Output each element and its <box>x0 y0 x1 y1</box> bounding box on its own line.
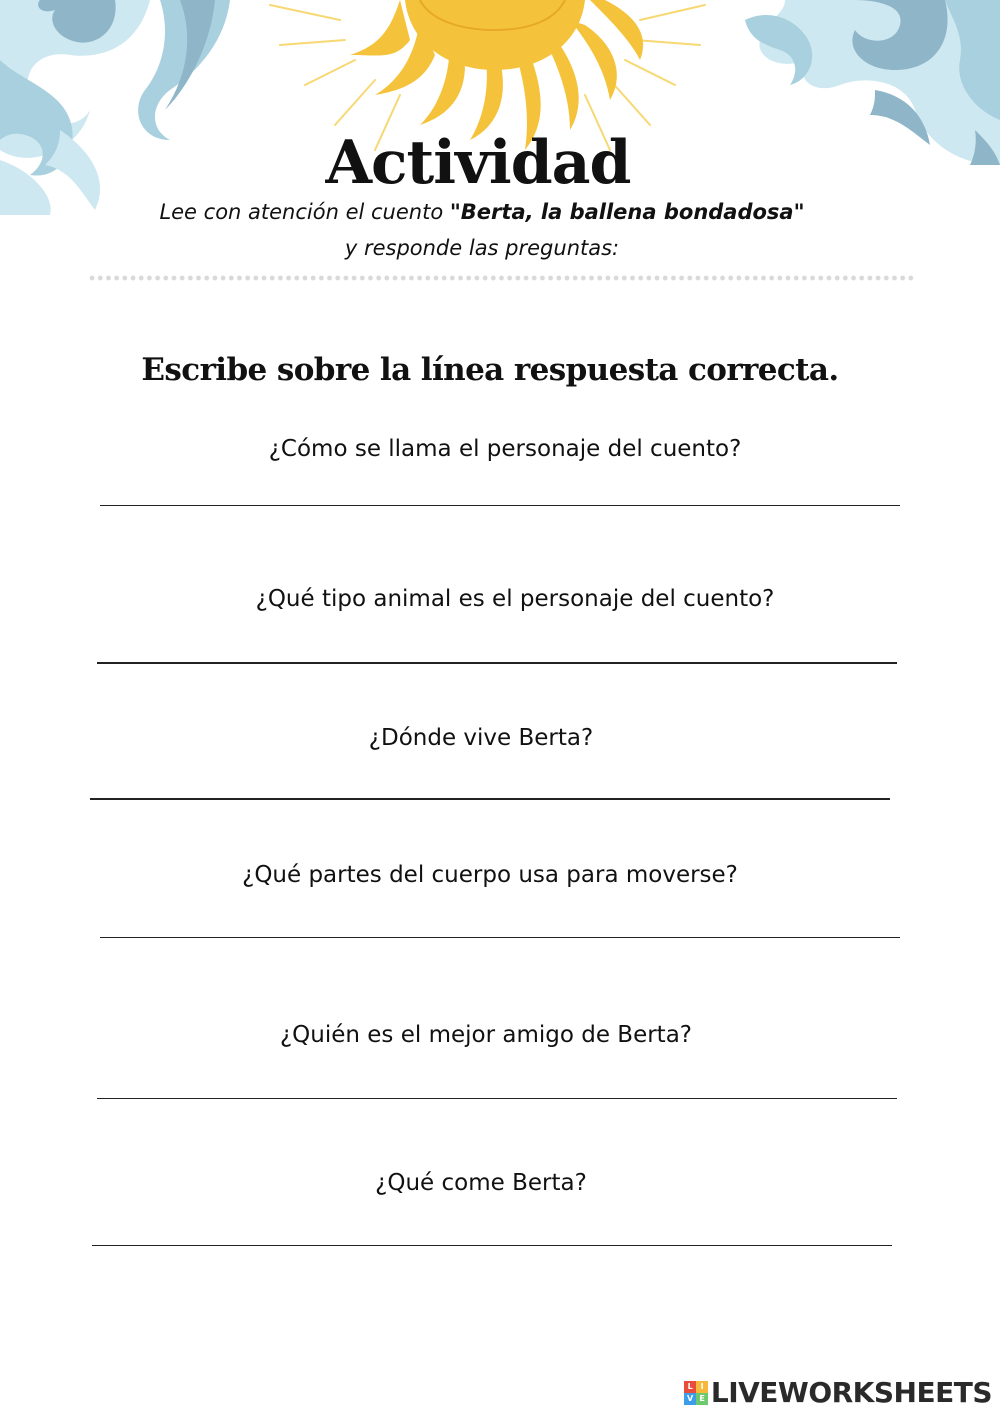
answer-line-3[interactable] <box>90 798 890 800</box>
answer-line-1[interactable] <box>100 505 900 506</box>
answer-line-5[interactable] <box>97 1098 897 1099</box>
dotted-divider <box>88 275 914 281</box>
page-title: Actividad <box>325 128 631 198</box>
answer-line-2[interactable] <box>97 662 897 664</box>
intro-text <box>0 200 964 224</box>
intro-text-line2: y responde las preguntas: <box>344 236 620 260</box>
story-title: "Berta, la ballena bondadosa" <box>449 200 805 224</box>
instruction-heading: Escribe sobre la línea respuesta correcta. <box>141 352 839 388</box>
icon-letter-l: L <box>684 1381 696 1393</box>
liveworksheets-logo[interactable] <box>684 1376 992 1409</box>
intro-text-part1: Lee con atención el cuento <box>159 200 450 224</box>
liveworksheets-icon <box>684 1381 708 1405</box>
question-5: ¿Quién es el mejor amigo de Berta? <box>279 1022 693 1048</box>
icon-letter-e: E <box>696 1393 708 1405</box>
question-2: ¿Qué tipo animal es el personaje del cuento? <box>255 586 775 612</box>
brand-name: LIVEWORKSHEETS <box>710 1376 992 1409</box>
answer-line-6[interactable] <box>92 1245 892 1246</box>
question-4: ¿Qué partes del cuerpo usa para moverse? <box>242 862 738 888</box>
question-6: ¿Qué come Berta? <box>375 1170 587 1196</box>
answer-line-4[interactable] <box>100 937 900 938</box>
question-1: ¿Cómo se llama el personaje del cuento? <box>268 436 742 462</box>
question-3: ¿Dónde vive Berta? <box>368 725 594 751</box>
icon-letter-i: I <box>696 1381 708 1393</box>
icon-letter-v: V <box>684 1393 696 1405</box>
